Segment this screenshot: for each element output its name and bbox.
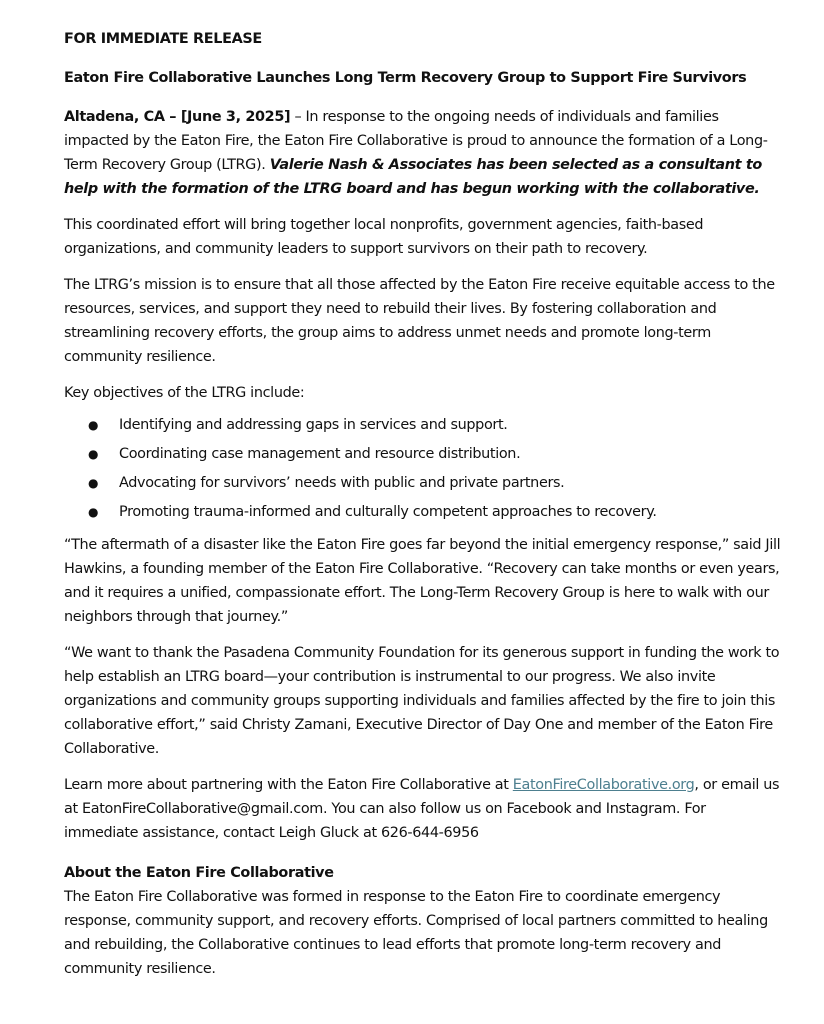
release-label: FOR IMMEDIATE RELEASE bbox=[64, 31, 262, 47]
objectives-list bbox=[64, 413, 784, 524]
about-heading: About the Eaton Fire Collaborative bbox=[64, 865, 334, 881]
consultant-announcement: Valerie Nash & Associates has been selected as a consultant to help with the formation of the LTRG board and has begun working with the collaborative. bbox=[64, 157, 762, 197]
intro-text: – In response to the ongoing needs of individuals and families impacted by the Eaton Fire, the Eaton Fire Collaborative is proud to announce the formation of a Long-Term Recovery Group (LTRG). bbox=[64, 109, 768, 173]
objectives-intro: Key objectives of the LTRG include: bbox=[64, 385, 305, 401]
learn-more-text: Learn more about partnering with the Eaton Fire Collaborative at bbox=[64, 777, 513, 793]
dateline: Altadena, CA – [June 3, 2025] bbox=[64, 109, 291, 125]
intro-paragraph bbox=[64, 105, 784, 201]
list-item bbox=[64, 500, 784, 524]
list-item-text: Identifying and addressing gaps in services and support. bbox=[119, 417, 508, 433]
about-paragraph: The Eaton Fire Collaborative was formed in response to the Eaton Fire to coordinate emergency response, community support, and recovery efforts. Comprised of local partners committed to healing and rebuilding, the Collaborative continues to lead efforts that promote long-term recovery and community resilience. bbox=[64, 889, 768, 977]
bullet-icon: ● bbox=[88, 447, 99, 461]
headline: Eaton Fire Collaborative Launches Long Term Recovery Group to Support Fire Survivors bbox=[64, 70, 747, 86]
list-item bbox=[64, 442, 784, 466]
coordinated-effort-paragraph: This coordinated effort will bring together local nonprofits, government agencies, faith-based organizations, and community leaders to support survivors on their path to recovery. bbox=[64, 217, 704, 257]
list-item bbox=[64, 413, 784, 437]
list-item-text: Advocating for survivors’ needs with public and private partners. bbox=[119, 475, 565, 491]
bullet-icon: ● bbox=[88, 505, 99, 519]
bullet-icon: ● bbox=[88, 418, 99, 432]
contact-text: , or email us at EatonFireCollaborative@gmail.com. You can also follow us on Facebook and Instagram. For immediate assistance, contact Leigh Gluck at 626-644-6956 bbox=[64, 777, 780, 841]
list-item-text: Promoting trauma-informed and culturally competent approaches to recovery. bbox=[119, 504, 657, 520]
bullet-icon: ● bbox=[88, 476, 99, 490]
list-item bbox=[64, 471, 784, 495]
hawkins-quote-paragraph: “The aftermath of a disaster like the Eaton Fire goes far beyond the initial emergency response,” said Jill Hawkins, a founding member of the Eaton Fire Collaborative. “Recovery can take months or even years, and it requires a unified, compassionate effort. The Long-Term Recovery Group is here to walk with our neighbors through that journey.” bbox=[64, 537, 781, 625]
zamani-quote-paragraph: “We want to thank the Pasadena Community Foundation for its generous support in funding the work to help establish an LTRG board—your contribution is instrumental to our progress. We also invite organizations and community groups supporting individuals and families affected by the fire to join this collaborative effort,” said Christy Zamani, Executive Director of Day One and member of the Eaton Fire Collaborative. bbox=[64, 645, 780, 757]
website-link[interactable]: EatonFireCollaborative.org bbox=[512, 777, 695, 793]
mission-paragraph: The LTRG’s mission is to ensure that all those affected by the Eaton Fire receive equitable access to the resources, services, and support they need to rebuild their lives. By fostering collaboration and streamlining recovery efforts, the group aims to address unmet needs and promote long-term community resilience. bbox=[64, 277, 775, 365]
list-item-text: Coordinating case management and resource distribution. bbox=[119, 446, 521, 462]
learn-more-paragraph bbox=[64, 773, 784, 845]
